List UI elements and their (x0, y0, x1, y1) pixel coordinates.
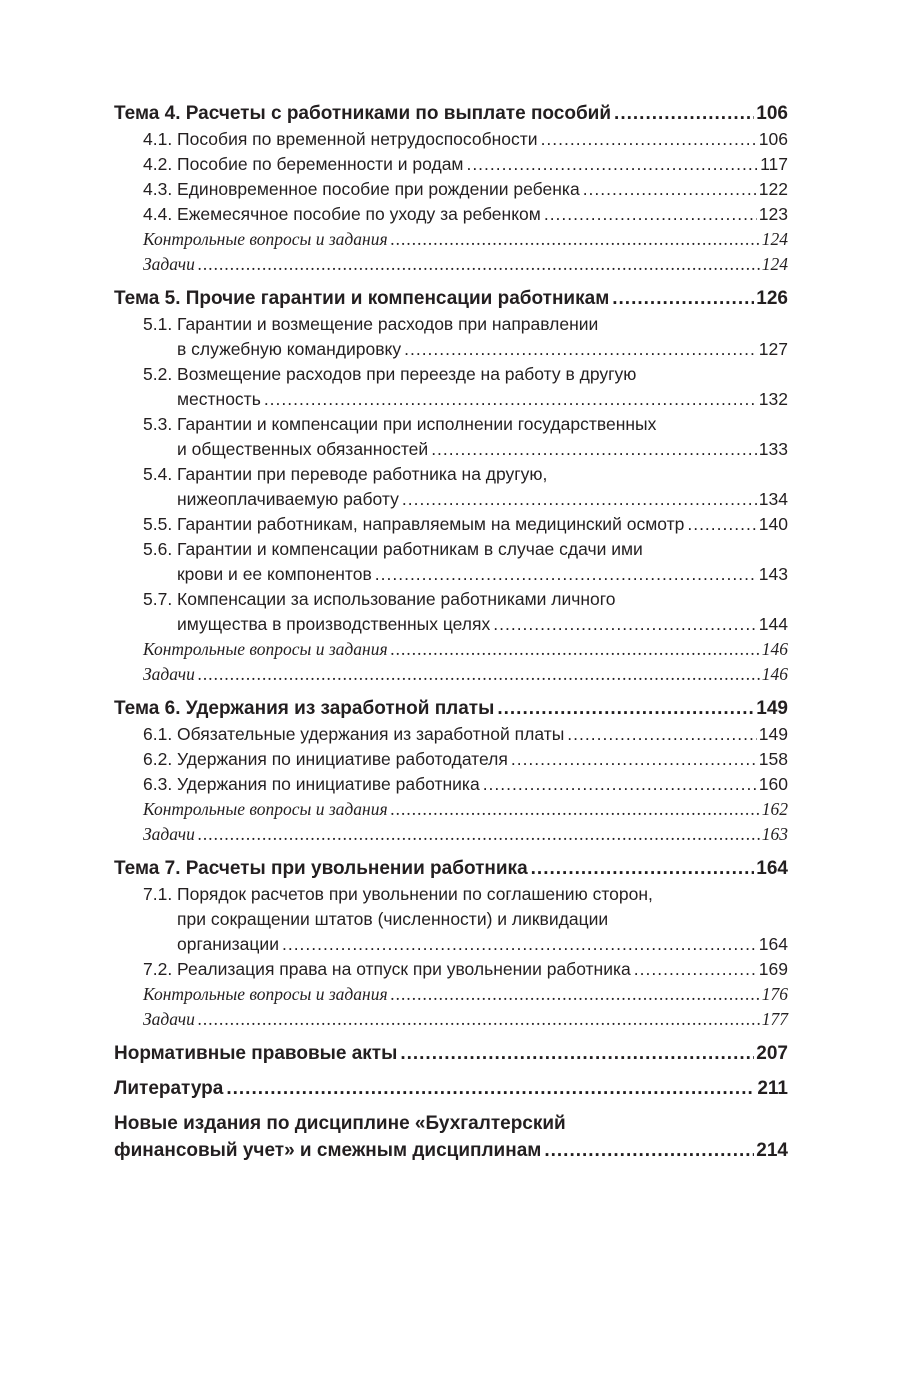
toc-entry-title-line: 5.3. Гарантии и компенсации при исполнении государственных (143, 414, 657, 434)
toc-section-entry (114, 537, 788, 587)
dot-leader (282, 932, 757, 957)
toc-entry-title: Задачи (143, 824, 195, 844)
dot-leader (541, 127, 757, 152)
toc-section-entry (114, 797, 788, 822)
toc-entry-title-line: 5.7. Компенсации за использование работниками личного (143, 589, 616, 609)
toc-section-entry (114, 882, 788, 957)
toc-section-entry (114, 957, 788, 982)
toc-page-number: 106 (758, 129, 788, 149)
toc-entry-title: 4.3. Единовременное пособие при рождении ребенка (143, 179, 580, 199)
dot-leader (687, 512, 756, 537)
dot-leader (402, 487, 757, 512)
toc-page-number: 176 (761, 984, 788, 1004)
toc-page-number: 163 (761, 824, 788, 844)
toc-entry-title: крови и ее компонентов (177, 564, 372, 584)
toc-section-entry (114, 152, 788, 177)
toc-entry-title: Задачи (143, 254, 195, 274)
toc-entry-title: Тема 6. Удержания из заработной платы (114, 698, 495, 719)
toc-page-number: 177 (761, 1009, 788, 1029)
toc-entry-title-line: 5.2. Возмещение расходов при переезде на работу в другую (143, 364, 637, 384)
toc-page-number: 162 (761, 799, 788, 819)
toc-entry-title: Нормативные правовые акты (114, 1043, 398, 1064)
toc-page-number: 149 (756, 698, 788, 719)
toc-page-number: 158 (758, 749, 788, 769)
toc-entry-title: организации (177, 934, 279, 954)
toc-page-number: 144 (758, 614, 788, 634)
toc-entry-title: 4.4. Ежемесячное пособие по уходу за ребенком (143, 204, 541, 224)
toc-entry-title: 7.2. Реализация права на отпуск при увольнении работника (143, 959, 631, 979)
toc-section-entry (114, 512, 788, 537)
toc-page-number: 124 (761, 229, 788, 249)
dot-leader (264, 387, 757, 412)
toc-entry-title: местность (177, 389, 261, 409)
toc-chapter-entry (114, 285, 788, 312)
dot-leader (511, 747, 757, 772)
toc-entry-title: Контрольные вопросы и задания (143, 229, 388, 249)
dot-leader (198, 822, 760, 847)
toc-section-entry (114, 227, 788, 252)
toc-entry-title: 6.3. Удержания по инициативе работника (143, 774, 480, 794)
toc-page-number: 146 (761, 639, 788, 659)
toc-entry-title: Тема 4. Расчеты с работниками по выплате пособий (114, 103, 612, 124)
toc-page-number: 117 (760, 154, 788, 174)
dot-leader (400, 1040, 754, 1067)
toc-entry-title-line: 5.6. Гарантии и компенсации работникам в случае сдачи ими (143, 539, 643, 559)
dot-leader (567, 722, 757, 747)
toc-page-number: 126 (756, 288, 788, 309)
dot-leader (583, 177, 757, 202)
dot-leader (497, 695, 754, 722)
dot-leader (391, 982, 760, 1007)
dot-leader (466, 152, 758, 177)
dot-leader (198, 662, 760, 687)
toc-page-number: 123 (758, 204, 788, 224)
toc-section-entry (114, 822, 788, 847)
toc-entry-title: Задачи (143, 664, 195, 684)
toc-page-number: 124 (761, 254, 788, 274)
toc-section-entry (114, 127, 788, 152)
toc-chapter-entry (114, 855, 788, 882)
toc-section-entry (114, 637, 788, 662)
toc-page-number: 140 (758, 514, 788, 534)
dot-leader (391, 637, 760, 662)
toc-section-entry (114, 662, 788, 687)
toc-section-entry (114, 587, 788, 637)
toc-page-number: 160 (758, 774, 788, 794)
toc-chapter-entry (114, 100, 788, 127)
toc-chapter-entry (114, 1040, 788, 1067)
dot-leader (198, 1007, 760, 1032)
toc-page-number: 133 (758, 439, 788, 459)
toc-section-entry (114, 252, 788, 277)
toc-entry-title: финансовый учет» и смежным дисциплинам (114, 1140, 542, 1161)
toc-section-entry (114, 312, 788, 362)
toc-entry-title: в служебную командировку (177, 339, 402, 359)
toc-page-number: 127 (758, 339, 788, 359)
toc-page-number: 214 (756, 1140, 788, 1161)
toc-entry-title-line: 7.1. Порядок расчетов при увольнении по соглашению сторон, (143, 884, 653, 904)
toc-page-number: 134 (758, 489, 788, 509)
dot-leader (391, 797, 760, 822)
toc-page-number: 122 (758, 179, 788, 199)
dot-leader (431, 437, 757, 462)
dot-leader (391, 227, 760, 252)
toc-entry-title: имущества в производственных целях (177, 614, 491, 634)
toc-entry-title: 6.1. Обязательные удержания из заработной платы (143, 724, 565, 744)
toc-section-entry (114, 202, 788, 227)
toc-section-entry (114, 362, 788, 412)
toc-section-entry (114, 1007, 788, 1032)
toc-page-number: 207 (756, 1043, 788, 1064)
toc-entry-title: и общественных обязанностей (177, 439, 429, 459)
toc-section-entry (114, 412, 788, 462)
dot-leader (531, 855, 755, 882)
toc-entry-title: 5.5. Гарантии работникам, направляемым на медицинский осмотр (143, 514, 685, 534)
dot-leader (544, 202, 757, 227)
dot-leader (493, 612, 757, 637)
table-of-contents (114, 100, 788, 1164)
dot-leader (634, 957, 757, 982)
toc-entry-title: Тема 5. Прочие гарантии и компенсации работникам (114, 288, 610, 309)
dot-leader (544, 1137, 754, 1164)
dot-leader (198, 252, 760, 277)
toc-entry-title: 6.2. Удержания по инициативе работодателя (143, 749, 508, 769)
toc-section-entry (114, 747, 788, 772)
toc-page-number: 106 (756, 103, 788, 124)
dot-leader (375, 562, 757, 587)
toc-entry-title-line: при сокращении штатов (численности) и ликвидации (177, 909, 609, 929)
toc-section-entry (114, 177, 788, 202)
dot-leader (404, 337, 757, 362)
toc-entry-title: Задачи (143, 1009, 195, 1029)
toc-entry-title: Контрольные вопросы и задания (143, 639, 388, 659)
dot-leader (483, 772, 757, 797)
toc-entry-title: 4.1. Пособия по временной нетрудоспособности (143, 129, 538, 149)
toc-entry-title: Литература (114, 1078, 224, 1099)
toc-page-number: 211 (757, 1078, 788, 1099)
toc-entry-title: нижеоплачиваемую работу (177, 489, 399, 509)
toc-page-number: 164 (756, 858, 788, 879)
toc-section-entry (114, 722, 788, 747)
toc-chapter-entry (114, 695, 788, 722)
toc-entry-title: Тема 7. Расчеты при увольнении работника (114, 858, 528, 879)
dot-leader (226, 1075, 755, 1102)
toc-page-number: 143 (758, 564, 788, 584)
toc-page-number: 132 (758, 389, 788, 409)
toc-page-number: 149 (758, 724, 788, 744)
toc-entry-title-line: 5.4. Гарантии при переводе работника на другую, (143, 464, 548, 484)
toc-chapter-entry (114, 1075, 788, 1102)
toc-chapter-entry (114, 1110, 788, 1164)
toc-section-entry (114, 772, 788, 797)
toc-section-entry (114, 462, 788, 512)
dot-leader (614, 100, 754, 127)
toc-page-number: 146 (761, 664, 788, 684)
toc-page-number: 164 (758, 934, 788, 954)
toc-entry-title-line: 5.1. Гарантии и возмещение расходов при направлении (143, 314, 599, 334)
toc-entry-title: Контрольные вопросы и задания (143, 984, 388, 1004)
toc-entry-title-line: Новые издания по дисциплине «Бухгалтерский (114, 1113, 566, 1134)
toc-page-number: 169 (758, 959, 788, 979)
dot-leader (612, 285, 754, 312)
toc-entry-title: 4.2. Пособие по беременности и родам (143, 154, 464, 174)
toc-entry-title: Контрольные вопросы и задания (143, 799, 388, 819)
toc-section-entry (114, 982, 788, 1007)
